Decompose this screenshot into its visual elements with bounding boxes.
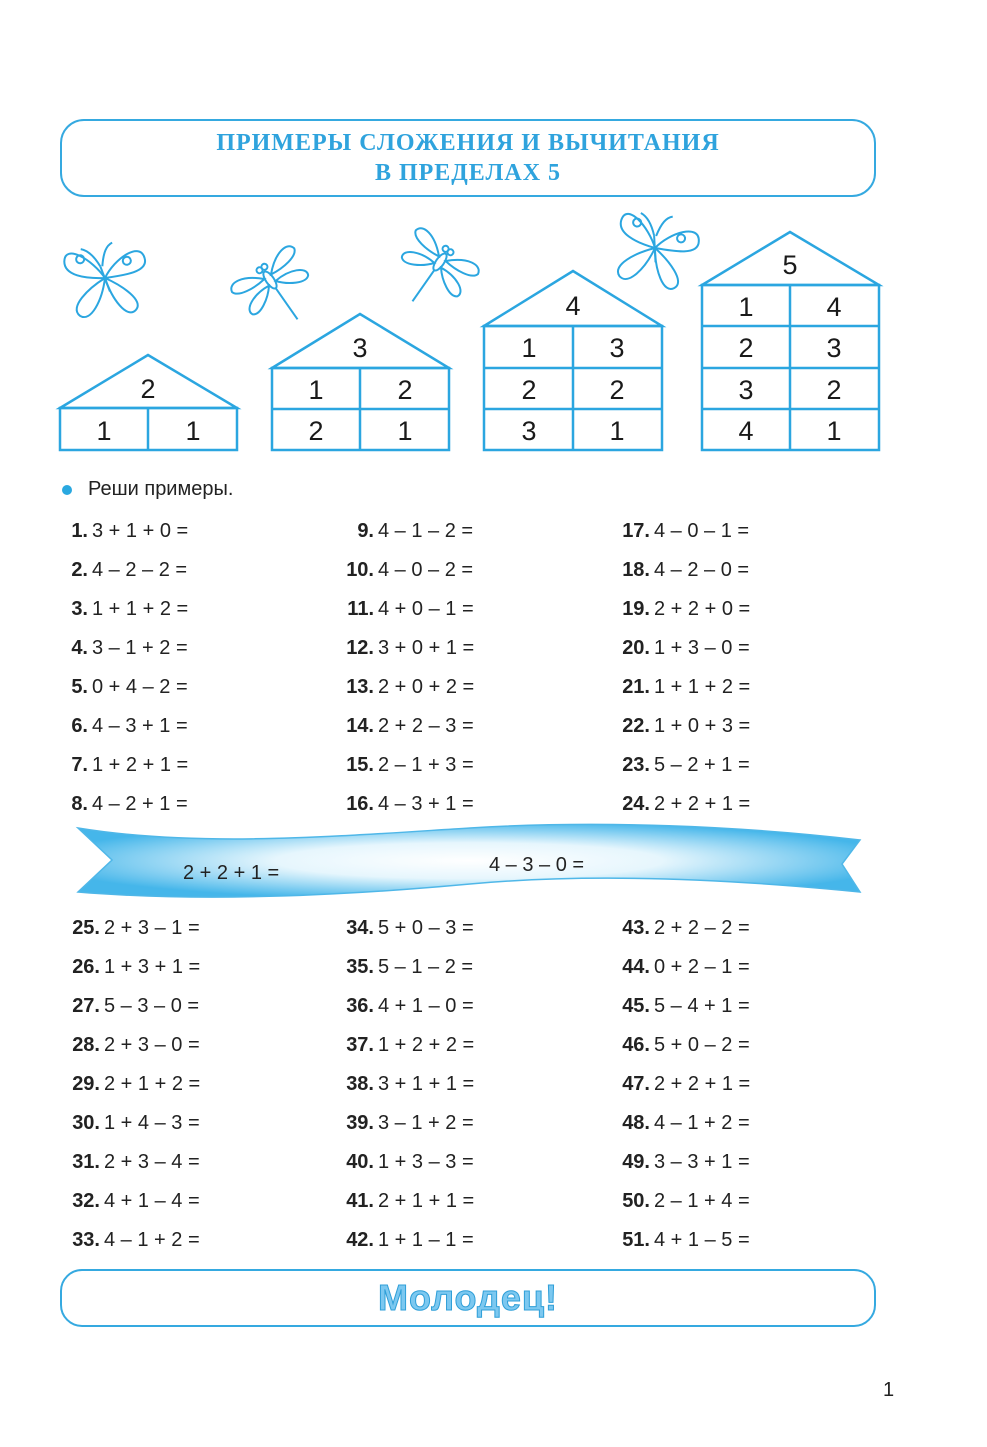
exercise-number: 10. [346, 559, 374, 581]
exercise-number: 25. [72, 917, 100, 939]
exercise-item [60, 791, 188, 817]
ribbon-banner [78, 824, 860, 897]
exercise-expression: 4 – 1 + 2 = [654, 1112, 750, 1134]
exercise-item [610, 915, 750, 941]
exercise-number: 27. [72, 995, 100, 1017]
exercise-item [334, 1110, 474, 1136]
exercise-number: 35. [346, 956, 374, 978]
exercise-item [60, 713, 188, 739]
title-line-1: ПРИМЕРЫ СЛОЖЕНИЯ И ВЫЧИТАНИЯ [216, 130, 720, 156]
house-5-top: 5 [782, 250, 798, 280]
exercise-expression: 5 – 3 – 0 = [104, 995, 200, 1017]
house-cell: 2 [397, 375, 413, 405]
exercise-expression: 0 + 2 – 1 = [654, 956, 750, 978]
exercise-expression: 2 + 2 – 3 = [378, 715, 474, 737]
exercise-expression: 3 – 1 + 2 = [92, 637, 188, 659]
exercise-expression: 4 – 1 + 2 = [104, 1229, 200, 1251]
exercise-expression: 5 + 0 – 2 = [654, 1034, 750, 1056]
exercise-number: 24. [622, 793, 650, 815]
exercise-expression: 3 + 0 + 1 = [378, 637, 475, 659]
exercise-item [334, 752, 474, 778]
exercise-item [334, 915, 474, 941]
exercise-number: 6. [71, 715, 88, 737]
exercise-item [60, 596, 188, 622]
exercise-expression: 4 – 3 + 1 = [92, 715, 188, 737]
exercise-number: 12. [346, 637, 374, 659]
exercise-item [610, 954, 750, 980]
exercise-item [610, 1188, 750, 1214]
exercise-number: 32. [72, 1190, 100, 1212]
exercise-item [334, 954, 473, 980]
exercise-expression: 3 + 1 + 0 = [92, 520, 189, 542]
exercise-expression: 4 + 1 – 5 = [654, 1229, 750, 1251]
exercise-number: 37. [346, 1034, 374, 1056]
exercise-item [610, 635, 750, 661]
exercise-number: 50. [622, 1190, 650, 1212]
exercise-expression: 5 – 2 + 1 = [654, 754, 750, 776]
exercise-item [334, 993, 474, 1019]
exercise-item [610, 674, 750, 700]
house-cell: 1 [96, 416, 112, 446]
exercise-item [334, 635, 474, 661]
exercise-expression: 1 + 1 – 1 = [378, 1229, 474, 1251]
exercise-expression: 2 + 1 + 2 = [104, 1073, 201, 1095]
exercise-number: 28. [72, 1034, 100, 1056]
exercise-expression: 1 + 2 + 2 = [378, 1034, 475, 1056]
exercise-number: 2. [71, 559, 88, 581]
exercise-expression: 2 + 2 + 1 = [654, 793, 751, 815]
instruction-text: Реши примеры. [88, 478, 234, 500]
exercise-number: 39. [346, 1112, 374, 1134]
exercise-item [60, 993, 199, 1019]
exercise-item [610, 1071, 750, 1097]
exercise-number: 29. [72, 1073, 100, 1095]
exercise-expression: 1 + 3 – 0 = [654, 637, 750, 659]
exercise-item [610, 518, 749, 544]
house-cell: 4 [826, 292, 842, 322]
exercise-number: 17. [622, 520, 650, 542]
exercise-expression: 1 + 3 + 1 = [104, 956, 201, 978]
house-4-top: 4 [565, 291, 581, 321]
exercise-item [334, 557, 473, 583]
exercise-expression: 2 + 2 – 2 = [654, 917, 750, 939]
house-cell: 1 [521, 333, 537, 363]
exercise-item [334, 713, 474, 739]
exercise-item [334, 1149, 474, 1175]
house-3-top: 3 [352, 333, 368, 363]
exercise-number: 38. [346, 1073, 374, 1095]
exercise-item [60, 674, 188, 700]
exercise-expression: 5 – 4 + 1 = [654, 995, 750, 1017]
exercise-expression: 1 + 4 – 3 = [104, 1112, 200, 1134]
exercise-item [60, 915, 200, 941]
house-cell: 2 [738, 333, 754, 363]
exercise-number: 11. [347, 598, 374, 620]
dragonfly-icon [228, 243, 328, 341]
ribbon-example-left: 2 + 2 + 1 = [183, 862, 280, 884]
exercise-expression: 4 – 2 + 1 = [92, 793, 188, 815]
house-cell: 4 [738, 416, 754, 446]
exercise-number: 22. [622, 715, 650, 737]
exercise-number: 20. [622, 637, 650, 659]
house-cell: 3 [738, 375, 754, 405]
exercise-item [610, 1149, 750, 1175]
exercise-number: 45. [622, 995, 650, 1017]
exercise-item [60, 954, 200, 980]
exercise-number: 3. [71, 598, 88, 620]
house-cell: 2 [609, 375, 625, 405]
exercise-expression: 1 + 1 + 2 = [654, 676, 751, 698]
exercise-number: 49. [622, 1151, 650, 1173]
exercise-expression: 2 + 3 – 1 = [104, 917, 200, 939]
house-2-top: 2 [140, 374, 156, 404]
exercise-expression: 4 + 0 – 1 = [378, 598, 474, 620]
exercise-item [610, 1110, 750, 1136]
exercise-item [60, 1110, 200, 1136]
exercise-expression: 2 + 1 + 1 = [378, 1190, 475, 1212]
exercise-expression: 5 + 0 – 3 = [378, 917, 474, 939]
house-cell: 1 [185, 416, 201, 446]
exercise-expression: 1 + 3 – 3 = [378, 1151, 474, 1173]
exercise-number: 26. [72, 956, 100, 978]
butterfly-icon [63, 238, 152, 320]
exercise-number: 9. [357, 520, 374, 542]
exercise-number: 5. [71, 676, 88, 698]
exercise-expression: 4 – 0 – 1 = [654, 520, 750, 542]
exercise-expression: 4 – 0 – 2 = [378, 559, 474, 581]
house-cell: 3 [609, 333, 625, 363]
exercise-item [334, 791, 474, 817]
exercise-expression: 2 – 1 + 3 = [378, 754, 474, 776]
exercise-item [60, 1071, 200, 1097]
house-cell: 1 [308, 375, 324, 405]
house-cell: 1 [609, 416, 625, 446]
exercise-number: 41. [346, 1190, 374, 1212]
exercise-item [60, 1032, 200, 1058]
exercise-number: 31. [72, 1151, 100, 1173]
exercise-expression: 4 – 2 – 2 = [92, 559, 188, 581]
exercise-number: 43. [622, 917, 650, 939]
exercise-item [334, 1188, 474, 1214]
exercise-number: 21. [622, 676, 650, 698]
exercise-expression: 4 + 1 – 4 = [104, 1190, 200, 1212]
exercise-number: 48. [622, 1112, 650, 1134]
exercise-expression: 2 + 0 + 2 = [378, 676, 475, 698]
exercise-expression: 4 – 2 – 0 = [654, 559, 750, 581]
exercise-expression: 2 + 2 + 0 = [654, 598, 751, 620]
house-cell: 1 [397, 416, 413, 446]
praise-box [60, 1269, 876, 1327]
exercise-item [334, 596, 474, 622]
exercise-item [610, 557, 749, 583]
house-cell: 1 [826, 416, 842, 446]
exercise-number: 23. [622, 754, 650, 776]
page-number: 1 [883, 1379, 895, 1401]
exercise-item [610, 1032, 750, 1058]
house-cell: 3 [826, 333, 842, 363]
bullet-icon [62, 485, 72, 495]
praise-text: Молодец! [378, 1277, 558, 1318]
exercise-item [334, 1071, 474, 1097]
house-cell: 1 [738, 292, 754, 322]
exercise-item [60, 557, 187, 583]
butterfly-icon [611, 208, 702, 293]
exercise-number: 42. [346, 1229, 374, 1251]
exercise-item [60, 635, 188, 661]
exercise-number: 44. [622, 956, 650, 978]
exercise-expression: 2 – 1 + 4 = [654, 1190, 750, 1212]
exercise-item [610, 752, 750, 778]
exercise-number: 13. [346, 676, 374, 698]
title-line-2: В ПРЕДЕЛАХ 5 [374, 160, 562, 186]
exercise-item [334, 674, 474, 700]
exercise-number: 40. [346, 1151, 374, 1173]
exercise-expression: 5 – 1 – 2 = [378, 956, 474, 978]
house-cell: 2 [308, 416, 324, 446]
exercise-number: 30. [72, 1112, 100, 1134]
house-cell: 3 [521, 416, 537, 446]
exercise-number: 47. [622, 1073, 650, 1095]
exercise-number: 7. [71, 754, 88, 776]
exercise-item [334, 518, 473, 544]
exercise-number: 36. [346, 995, 374, 1017]
exercise-expression: 2 + 3 – 0 = [104, 1034, 200, 1056]
house-cell: 2 [521, 375, 537, 405]
exercise-item [610, 1227, 750, 1253]
exercise-item [610, 791, 750, 817]
dragonfly-icon [381, 225, 481, 323]
exercise-item [60, 1227, 200, 1253]
exercise-number: 51. [622, 1229, 650, 1251]
exercise-number: 15. [346, 754, 374, 776]
exercise-item [60, 1149, 200, 1175]
exercise-expression: 4 – 1 – 2 = [378, 520, 474, 542]
exercise-expression: 3 – 1 + 2 = [378, 1112, 474, 1134]
exercise-number: 16. [346, 793, 374, 815]
exercise-number: 18. [622, 559, 650, 581]
exercise-item [60, 752, 188, 778]
instruction [62, 478, 233, 501]
exercise-item [334, 1032, 474, 1058]
exercise-item [334, 1227, 474, 1253]
exercise-number: 46. [622, 1034, 650, 1056]
exercise-number: 4. [71, 637, 88, 659]
exercise-item [610, 596, 750, 622]
exercise-expression: 2 + 2 + 1 = [654, 1073, 751, 1095]
exercise-expression: 4 – 3 + 1 = [378, 793, 474, 815]
exercise-expression: 3 – 3 + 1 = [654, 1151, 750, 1173]
exercise-item [60, 1188, 200, 1214]
exercise-number: 8. [71, 793, 88, 815]
exercise-item [60, 518, 188, 544]
exercise-expression: 2 + 3 – 4 = [104, 1151, 200, 1173]
exercise-number: 19. [622, 598, 650, 620]
exercise-expression: 4 + 1 – 0 = [378, 995, 474, 1017]
ribbon-example-right: 4 – 3 – 0 = [489, 854, 585, 876]
exercise-expression: 1 + 0 + 3 = [654, 715, 751, 737]
exercise-item [610, 713, 750, 739]
exercise-expression: 1 + 1 + 2 = [92, 598, 189, 620]
house-cell: 2 [826, 375, 842, 405]
exercise-item [610, 993, 750, 1019]
exercise-expression: 1 + 2 + 1 = [92, 754, 189, 776]
exercise-number: 14. [346, 715, 374, 737]
exercise-number: 33. [72, 1229, 100, 1251]
exercise-expression: 3 + 1 + 1 = [378, 1073, 475, 1095]
exercise-number: 1. [71, 520, 88, 542]
exercise-expression: 0 + 4 – 2 = [92, 676, 188, 698]
exercise-number: 34. [346, 917, 374, 939]
